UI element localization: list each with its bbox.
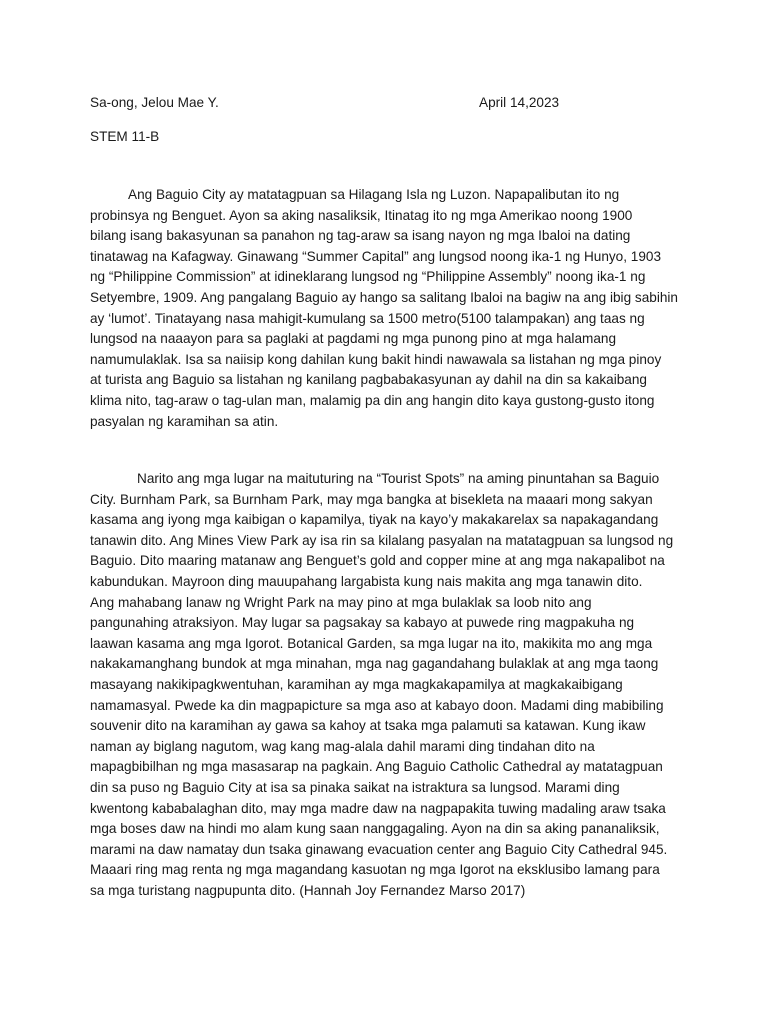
paragraph-line: Ang Baguio City ay matatagpuan sa Hilagang Isla ng Luzon. Napapalibutan ito ng bbox=[128, 187, 620, 202]
paragraph-line: mga boses daw na hindi mo alam kung saan nanggagaling. Ayon na din sa aking pananaliksik, bbox=[90, 821, 660, 837]
paragraph-line: Baguio. Dito maaring matanaw ang Benguet’s gold and copper mine at ang mga nakapalibot na bbox=[90, 553, 665, 569]
paragraph-line: kabundukan. Mayroon ding mauupahang largabista kung nais makita ang mga tanawin dito. bbox=[90, 573, 643, 589]
class-section: STEM 11-B bbox=[90, 129, 160, 144]
paragraph-line: pasyalan ng karamihan sa atin. bbox=[90, 413, 279, 429]
paragraph-line: tinatawag na Kafagway. Ginawang “Summer Capital” ang lungsod noong ika-1 ng Hunyo, 1903 bbox=[90, 248, 662, 264]
paragraph-line: din sa puso ng Baguio City at isa sa pinaka saikat na istraktura sa lungsod. Marami ding bbox=[90, 779, 620, 795]
paragraph-line: kasama ang iyong mga kaibigan o kapamilya, tiyak na kayo’y makakarelax sa napakagandang bbox=[90, 512, 659, 528]
paragraph-line: laawan kasama ang mga Igorot. Botanical Garden, sa mga lugar na ito, makikita mo ang mga bbox=[90, 635, 653, 651]
paragraph-line: lungsod na naaayon para sa paglaki at pagdami ng mga punong pino at mga halamang bbox=[90, 331, 617, 347]
document-date: April 14,2023 bbox=[479, 95, 560, 110]
paragraph-2 bbox=[90, 469, 690, 901]
paragraph-line: klima nito, tag-araw o tag-ulan man, malamig pa din ang hangin dito kaya gustong-gusto itong bbox=[90, 392, 655, 408]
paragraph-line: pangunahing atraksiyon. May lugar sa pagsakay sa kabayo at puwede ring magpakuha ng bbox=[90, 615, 635, 631]
paragraph-line: kwentong kababalaghan dito, may mga madre daw na nagpapakita tuwing madaling araw tsaka bbox=[90, 800, 666, 816]
paragraph-line: souvenir dito na karamihan ay gawa sa kahoy at tsaka mga palamuti sa katawan. Kung ikaw bbox=[90, 718, 646, 734]
author-name: Sa-ong, Jelou Mae Y. bbox=[90, 95, 219, 110]
paragraph-line: sa mga turistang nagpupunta dito. (Hannah Joy Fernandez Marso 2017) bbox=[90, 882, 526, 898]
paragraph-line: namamasyal. Pwede ka din magpapicture sa mga aso at kabayo doon. Madami ding mabibiling bbox=[90, 697, 664, 713]
paragraph-line: at turista ang Baguio sa listahan ng kanilang pagbabakasyunan ay dahil na din sa kakaibang bbox=[90, 372, 647, 388]
paragraph-line: Ang mahabang lanaw ng Wright Park na may pino at mga bulaklak sa loob nito ang bbox=[90, 594, 592, 610]
paragraph-line: ay ‘lumot’. Tinatayang nasa mahigit-kumulang sa 1500 metro(5100 talampakan) ang taas ng bbox=[90, 310, 645, 326]
paragraph-1 bbox=[90, 185, 690, 432]
paragraph-line: Setyembre, 1909. Ang pangalang Baguio ay hango sa salitang Ibaloi na bagiw na ang ibig sabihin bbox=[90, 289, 678, 305]
paragraph-line: namumulaklak. Isa sa naiisip kong dahilan kung bakit hindi nawawala sa listahan ng mga pinoy bbox=[90, 351, 662, 367]
paragraph-line: mapagbibilhan ng mga masasarap na pagkain. Ang Baguio Catholic Cathedral ay matatagpuan bbox=[90, 759, 663, 775]
paragraph-line: marami na daw namatay dun tsaka ginawang evacuation center ang Baguio City Cathedral 945. bbox=[90, 841, 668, 857]
paragraph-line: tanawin dito. Ang Mines View Park ay isa rin sa kilalang pasyalan na matatagpuan sa lungsod ng bbox=[90, 532, 674, 548]
paragraph-line: naman ay biglang nagutom, wag kang mag-alala dahil marami ding tindahan dito na bbox=[90, 738, 595, 754]
paragraph-line: Maaari ring mag renta ng mga magandang kasuotan ng mga Igorot na eksklusibo lamang para bbox=[90, 862, 660, 878]
paragraph-line: probinsya ng Benguet. Ayon sa aking nasaliksik, Itinatag ito ng mga Amerikao noong 1900 bbox=[90, 207, 633, 223]
paragraph-line: masayang nakikipagkwentuhan, karamihan ay mga magkakapamilya at magkakaibigang bbox=[90, 676, 623, 692]
paragraph-line: nakakamanghang bundok at mga minahan, mga nag gagandahang bulaklak at ang mga taong bbox=[90, 656, 659, 672]
paragraph-line: ng “Philippine Commission” at idineklarang lungsod ng “Philippine Assembly” noong ika-1 ng bbox=[90, 269, 646, 285]
paragraph-line: Narito ang mga lugar na maituturing na “Tourist Spots” na aming pinuntahan sa Baguio bbox=[137, 471, 660, 486]
paragraph-line: City. Burnham Park, sa Burnham Park, may mga bangka at bisekleta na maaari mong sakyan bbox=[90, 491, 653, 507]
paragraph-line: bilang isang bakasyunan sa panahon ng tag-araw sa isang nayon ng mga Ibaloi na dating bbox=[90, 228, 631, 244]
